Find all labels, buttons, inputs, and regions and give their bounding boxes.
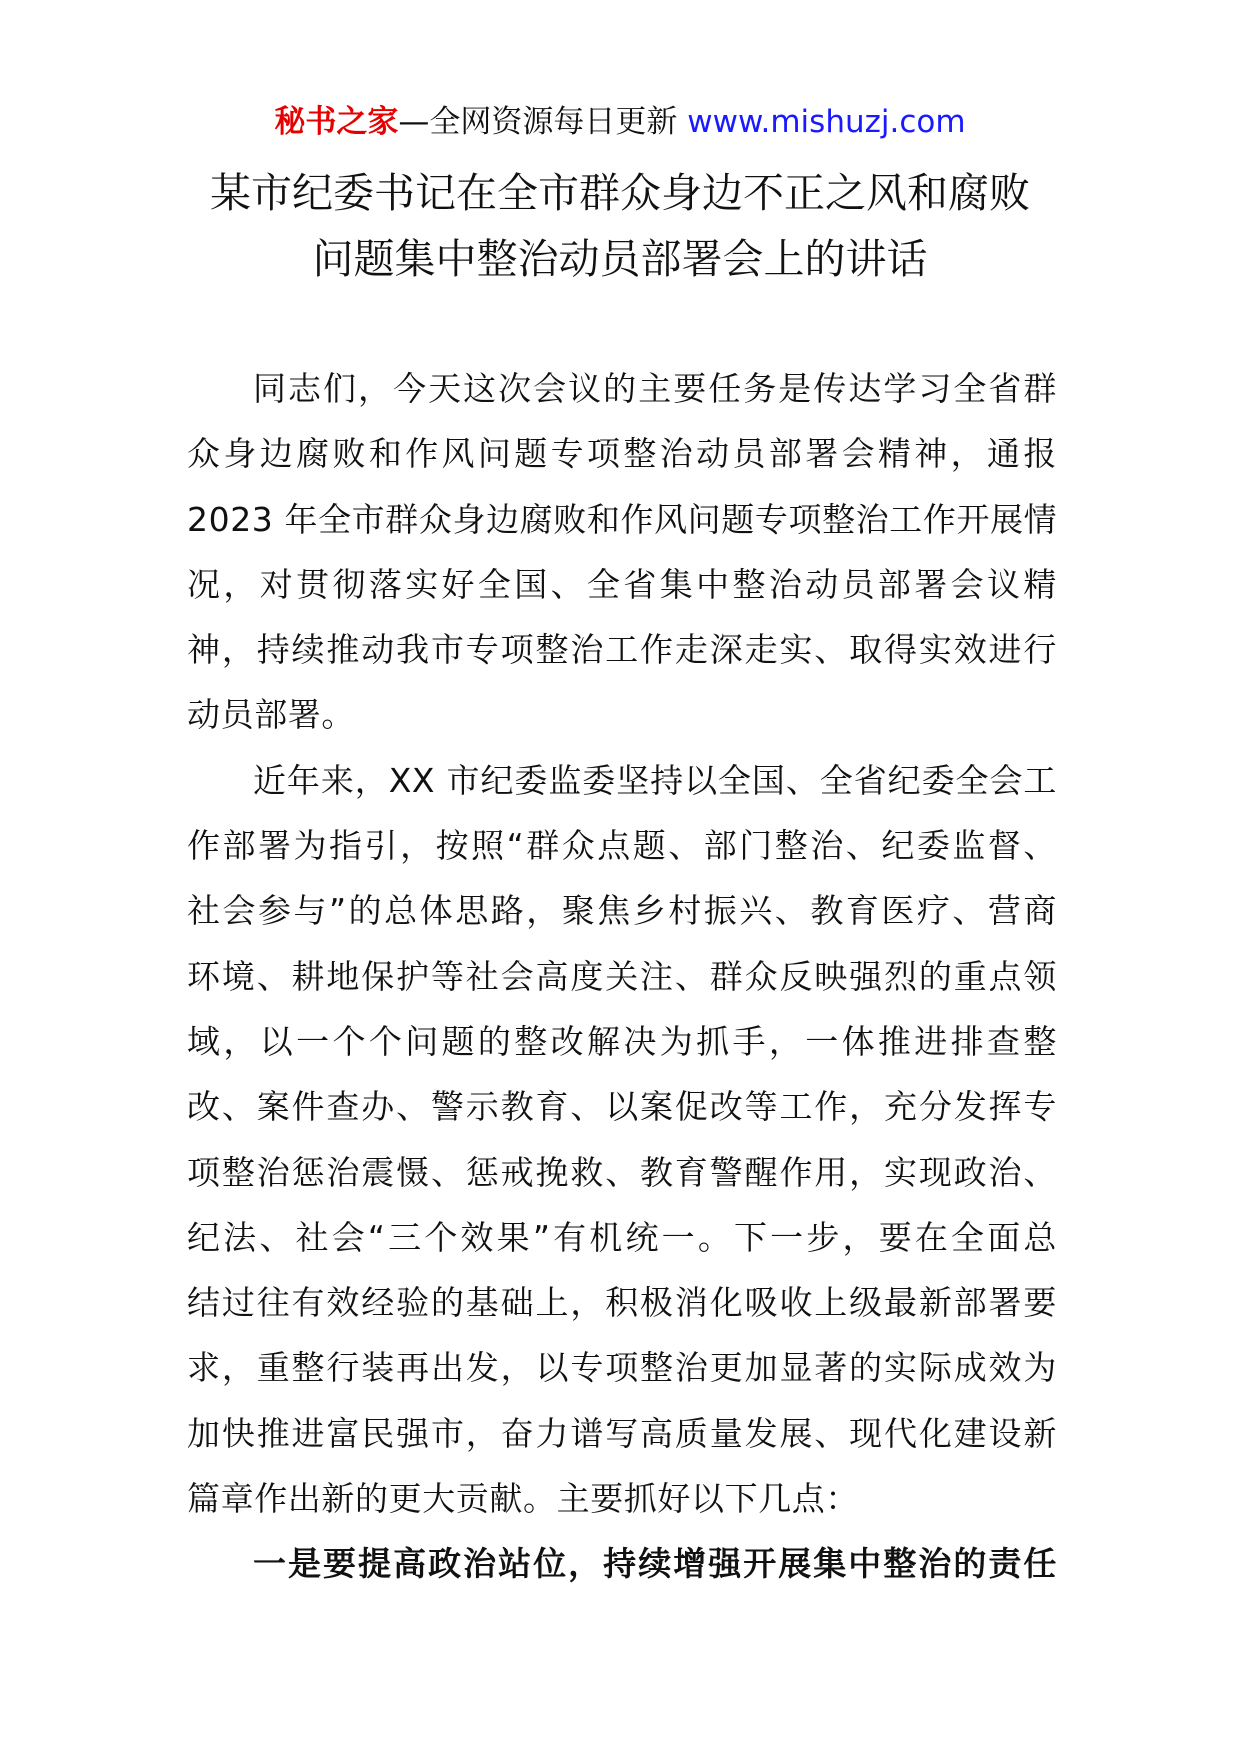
paragraph-2-line: 结过往有效经验的基础上，积极消化吸收上级最新部署要 [187,1283,1057,1323]
document-body [187,356,1057,1597]
title-line-2: 问题集中整治动员部署会上的讲话 [312,235,928,283]
paragraph-2-line: 近年来，XX 市纪委监委坚持以全国、全省纪委全会工 [253,760,1057,800]
site-header [0,100,1240,144]
paragraph-3-line: 一是要提高政治站位，持续增强开展集中整治的责任 [253,1544,1057,1584]
paragraph-2-line: 环境、耕地保护等社会高度关注、群众反映强烈的重点领 [187,956,1057,996]
paragraph-1-line: 神，持续推动我市专项整治工作走深走实、取得实效进行 [187,630,1057,670]
paragraph-2-line: 项整治惩治震慑、惩戒挽救、教育警醒作用，实现政治、 [187,1152,1057,1192]
paragraph-1-line: 众身边腐败和作风问题专项整治动员部署会精神，通报 [187,434,1057,474]
paragraph-1-line: 2023 年全市群众身边腐败和作风问题专项整治工作开展情 [187,499,1058,539]
paragraph-1-line: 动员部署。 [187,695,355,735]
paragraph-2-line: 求，重整行装再出发，以专项整治更加显著的实际成效为 [187,1348,1057,1388]
paragraph-2-line: 纪法、社会“三个效果”有机统一。下一步，要在全面总 [187,1217,1057,1257]
paragraph-2-line: 社会参与”的总体思路，聚焦乡村振兴、教育医疗、营商 [187,891,1057,931]
document-title [150,160,1090,292]
paragraph-2-line: 域，以一个个问题的整改解决为抓手，一体推进排查整 [187,1021,1057,1061]
paragraph-2-line: 作部署为指引，按照“群众点题、部门整治、纪委监督、 [187,826,1057,866]
site-slogan: —全网资源每日更新 [398,104,688,140]
paragraph-2-line: 改、案件查办、警示教育、以案促改等工作，充分发挥专 [187,1087,1057,1127]
paragraph-2-line: 加快推进富民强市，奋力谱写高质量发展、现代化建设新 [187,1413,1057,1453]
brand-name: 秘书之家 [274,104,399,140]
paragraph-1-line: 同志们，今天这次会议的主要任务是传达学习全省群 [253,369,1057,408]
paragraph-1-line: 况，对贯彻落实好全国、全省集中整治动员部署会议精 [187,564,1057,604]
paragraph-2-line: 篇章作出新的更大贡献。主要抓好以下几点： [187,1479,859,1519]
site-url-link[interactable]: www.mishuzj.com [687,104,966,140]
title-line-1: 某市纪委书记在全市群众身边不正之风和腐败 [210,169,1030,217]
